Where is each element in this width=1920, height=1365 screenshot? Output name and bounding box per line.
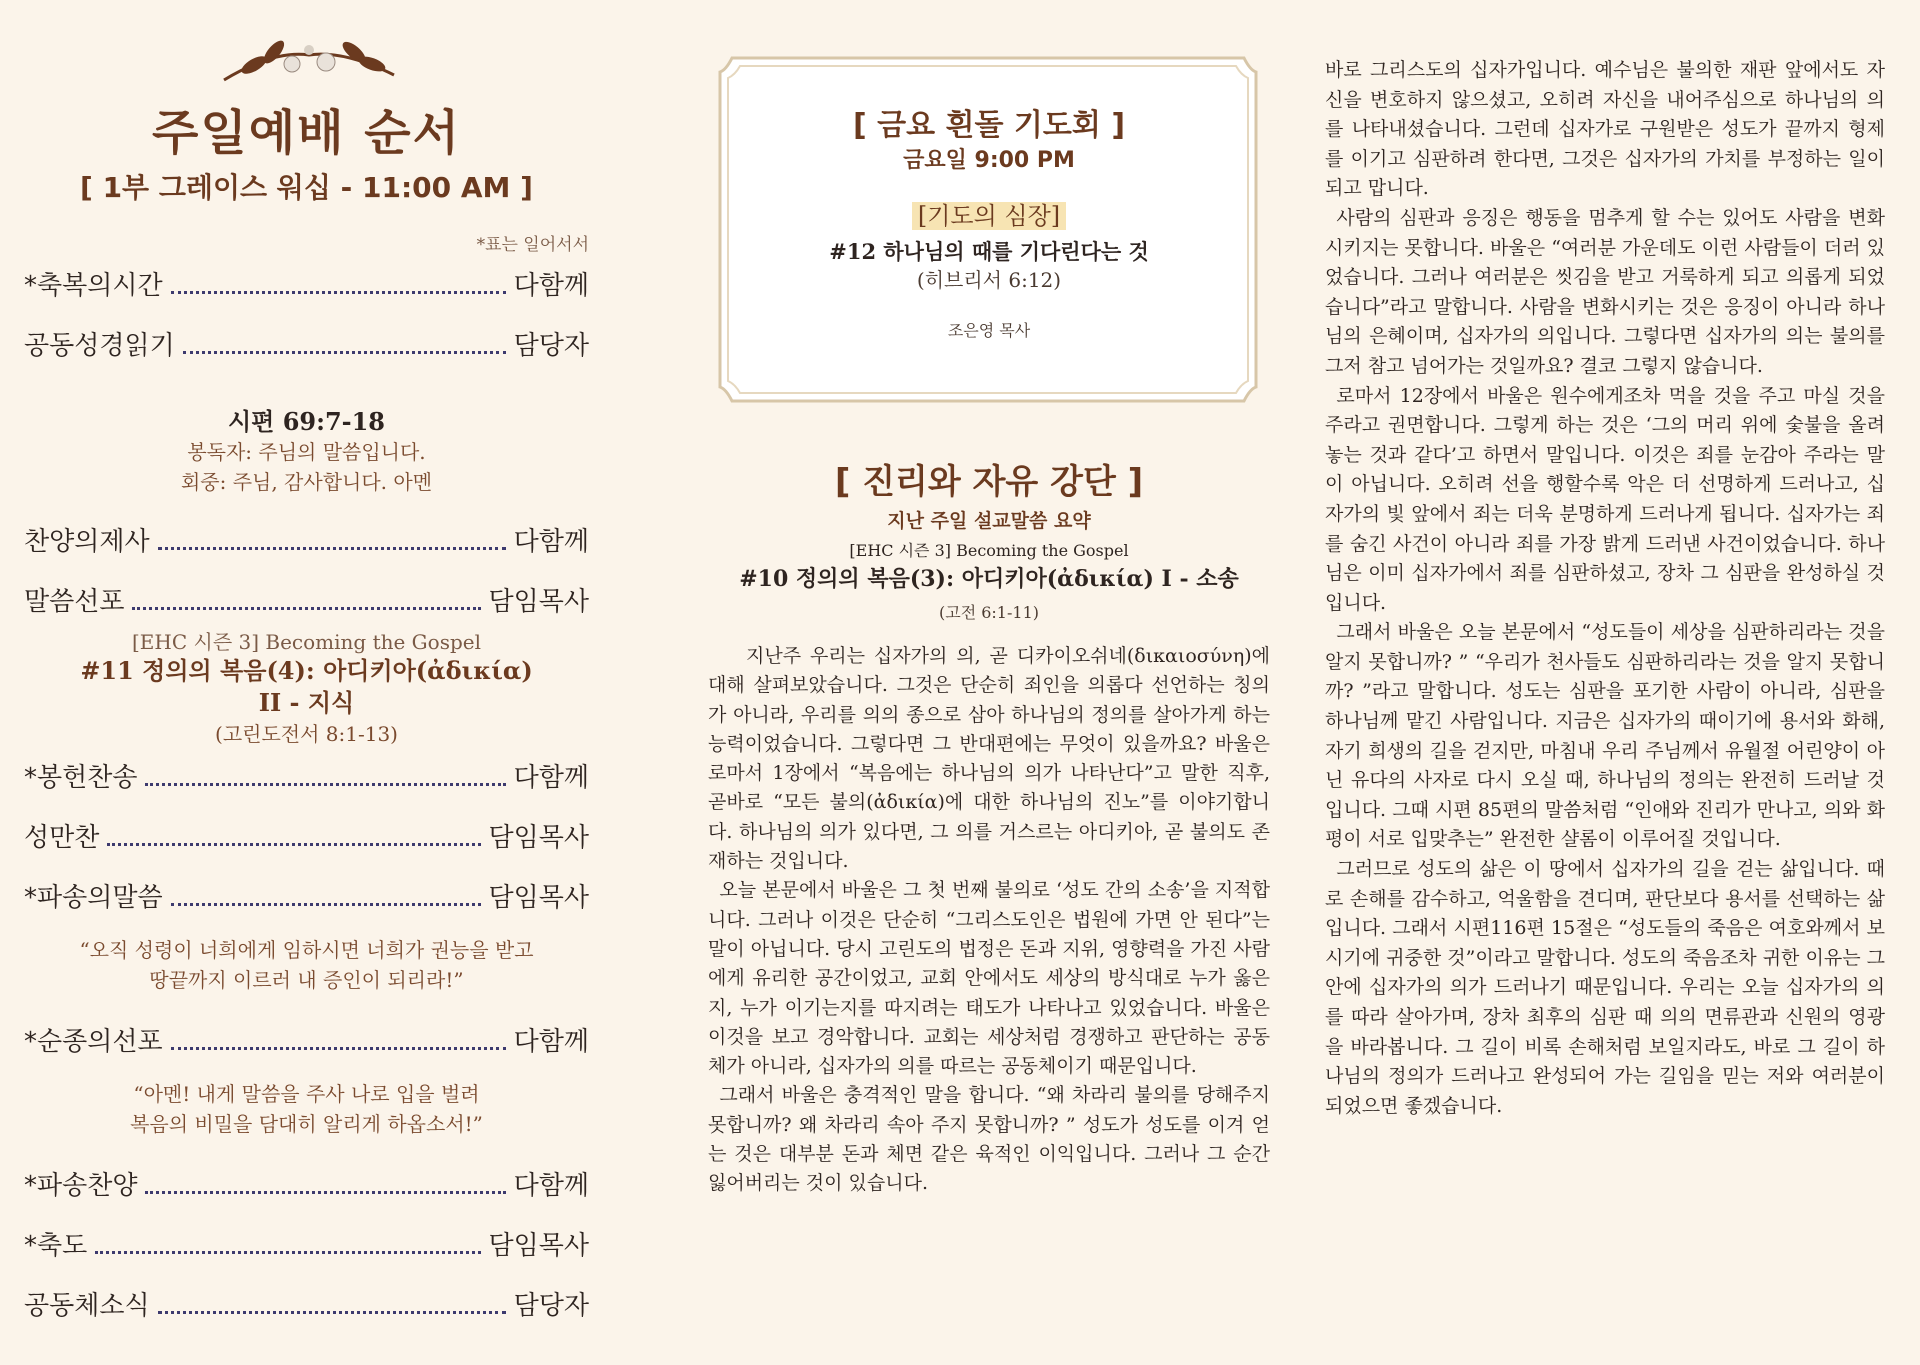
friday-title: [ 금요 흰돌 기도회 ]: [852, 108, 1126, 143]
service-title: 주일예배 순서: [152, 105, 461, 161]
friday-sermon: #12 하나님의 때를 기다린다는 것: [829, 239, 1149, 264]
lecture-title: [ 진리와 자유 강단 ]: [834, 462, 1144, 502]
order-item: *축복의시간 다함께: [24, 271, 589, 301]
summary-paragraph: 로마서 12장에서 바울은 원수에게조차 먹을 것을 주고 마실 것을 주라고 권면합니다. 그렇게 하는 것은 ‘그의 머리 위에 숯불을 올려놓는 것과 같다’고 하면서 말입니다. 이것은 죄를 눈감아 주라는 말이 아닙니다. 오히려 선을 행할수록 악은 더 선명하게 드러나고, 십자가의 빛 앞에서 죄는 더욱 분명하게 드러나게 됩니다. 십자가는 죄를 숨긴 사건이 아니라 죄를 가장 밝게 드러낸 사건이었습니다. 하나님은 이미 십자가에서 죄를 심판하셨고, 장차 그 심판을 완성하실 것입니다.: [1325, 384, 1885, 614]
summary-body-part2: [1325, 56, 1885, 1121]
order-item: *봉헌찬송 다함께: [24, 763, 589, 793]
order-item: 찬양의제사 다함께: [24, 527, 589, 557]
lecture-subtitle: 지난 주일 설교말씀 요약: [887, 510, 1091, 532]
order-item: *파송의말씀 담임목사: [24, 883, 589, 913]
friday-pastor: 조은영 목사: [947, 321, 1031, 340]
floral-ornament-icon: [214, 30, 404, 90]
sending-quote: “오직 성령이 너희에게 임하시면 너희가 권능을 받고 땅끝까지 이르러 내 증인이 되리라!”: [79, 938, 534, 992]
lecture-sermon: #10 정의의 복음(3): 아디키아(ἀδικία) I - 소송: [739, 566, 1239, 592]
obedience-quote: “아멘! 내게 말씀을 주사 나로 입을 벌려 복음의 비밀을 담대히 알리게 하옵소서!”: [130, 1082, 483, 1136]
summary-paragraph: 바로 그리스도의 십자가입니다. 예수님은 불의한 재판 앞에서도 자신을 변호하지 않으셨고, 오히려 자신을 내어주심으로 하나님의 의를 나타내셨습니다. 그런데 십자가로 구원받은 성도가 끝까지 형제를 이기고 심판하려 한다면, 그것은 십자가의 가치를 부정하는 일이 되고 맙니다.: [1325, 59, 1885, 200]
summary-paragraph: 그러므로 성도의 삶은 이 땅에서 십자가의 길을 걷는 삶입니다. 때로 손해를 감수하고, 억울함을 견디며, 판단보다 용서를 선택하는 삶입니다. 그래서 시편116편 15절은 “성도들의 죽음은 여호와께서 보시기에 귀중한 것”이라고 말합니다. 성도의 죽음조차 귀한 이유는 그 안에 십자가의 의가 드러나기 때문입니다. 우리는 오늘 십자가의 의를 따라 살아가며, 장차 최후의 심판 때 의의 면류관과 신원의 영광을 바라봅니다. 그 길이 비록 손해처럼 보일지라도, 바로 그 길이 하나님의 정의가 드러나고 완성되어 가는 길임을 믿는 저와 여러분이 되었으면 좋겠습니다.: [1325, 858, 1885, 1117]
summary-paragraph: 그래서 바울은 오늘 본문에서 “성도들이 세상을 심판하리라는 것을 알지 못합니까? ” “우리가 천사들도 심판하리라는 것을 알지 못합니까? ”라고 말합니다. 성도는 심판을 포기한 사람이 아니라, 심판을 하나님께 맡긴 사람입니다. 지금은 십자가의 때이기에 용서와 화해, 자기 희생의 길을 걷지만, 마침내 우리 주님께서 유월절 어린양이 아닌 유다의 사자로 다시 오실 때, 하나님의 정의는 완전히 드러날 것입니다. 그때 시편 85편의 말씀처럼 “인애와 진리가 만나고, 의와 화평이 서로 입맞추는” 완전한 샬롬이 이루어질 것입니다.: [1325, 621, 1885, 851]
order-item: 공동성경읽기 담당자: [24, 331, 589, 361]
order-item: 공동체소식 담당자: [24, 1291, 589, 1321]
summary-paragraph: 지난주 우리는 십자가의 의, 곧 디카이오쉬네(δικαιοσύνη)에 대해 살펴보았습니다. 그것은 단순히 죄인을 의롭다 선언하는 칭의가 아니라, 우리를 의의 종으로 삼아 하나님의 정의를 살아가게 하는 능력이었습니다. 그렇다면 그 반대편에는 무엇이 있을까요? 바울은 로마서 1장에서 “복음에는 하나님의 의가 나타난다”고 말한 직후, 곧바로 “모든 불의(ἀδικία)에 대한 하나님의 진노”를 이야기합니다. 하나님의 의가 있다면, 그 의를 거스르는 아디키아, 곧 불의도 존재하는 것입니다.: [708, 645, 1270, 873]
sermon-info: [EHC 시즌 3] Becoming the Gospel #11 정의의 복음(4): 아디키아(ἀδικία) II - 지식 (고린도전서 8:1-13): [80, 630, 533, 746]
summary-paragraph: 오늘 본문에서 바울은 그 첫 번째 불의로 ‘성도 간의 소송’을 지적합니다. 그러나 이것은 단순히 “그리스도인은 법원에 가면 안 된다”는 말이 아닙니다. 당시 고린도의 법정은 돈과 지위, 영향력을 가진 사람에게 유리한 공간이었고, 교회 안에서도 세상의 방식대로 누가 옳은지, 누가 이기는지를 따지려는 태도가 나타나고 있었습니다. 바울은 이것을 보고 경악합니다. 교회는 세상처럼 경쟁하고 판단하는 공동체가 아니라, 십자가의 의를 따르는 공동체이기 때문입니다.: [708, 879, 1270, 1078]
friday-series: [기도의 심장]: [708, 196, 1270, 231]
order-item: 말씀선포 담임목사: [24, 587, 589, 617]
scripture-reading: 시편 69:7-18 봉독자: 주님의 말씀입니다. 회중: 주님, 감사합니다. 아멘: [180, 407, 433, 494]
friday-ref: (히브리서 6:12): [916, 268, 1062, 292]
service-subtitle: [ 1부 그레이스 워십 - 11:00 AM ]: [80, 171, 533, 204]
summary-body-part1: [708, 642, 1270, 1199]
lecture-series: [EHC 시즌 3] Becoming the Gospel: [849, 541, 1129, 560]
summary-paragraph: 그래서 바울은 충격적인 말을 합니다. “왜 차라리 불의를 당해주지 못합니까? 왜 차라리 속아 주지 못합니까? ” 성도가 성도를 이겨 얻는 것은 대부분 돈과 체면 같은 육적인 이익입니다. 그러나 그 순간 잃어버리는 것이 있습니다.: [708, 1084, 1270, 1195]
order-item: 성만찬 담임목사: [24, 823, 589, 853]
friday-time: 금요일 9:00 PM: [903, 148, 1075, 173]
order-item: *파송찬양 다함께: [24, 1171, 589, 1201]
stand-note: *표는 일어서서: [476, 235, 589, 255]
order-item: *축도 담임목사: [24, 1231, 589, 1261]
lecture-ref: (고전 6:1-11): [939, 603, 1039, 622]
summary-paragraph: 사람의 심판과 응징은 행동을 멈추게 할 수는 있어도 사람을 변화시키지는 못합니다. 바울은 “여러분 가운데도 이런 사람들이 더러 있었습니다. 그러나 여러분은 씻김을 받고 거룩하게 되고 의롭게 되었습니다”라고 말합니다. 사람을 변화시키는 것은 응징이 아니라 하나님의 은혜이며, 십자가의 의입니다. 그렇다면 십자가의 의는 불의를 그저 참고 넘어가는 것일까요? 결코 그렇지 않습니다.: [1325, 206, 1885, 377]
order-item: *순종의선포 다함께: [24, 1027, 589, 1057]
